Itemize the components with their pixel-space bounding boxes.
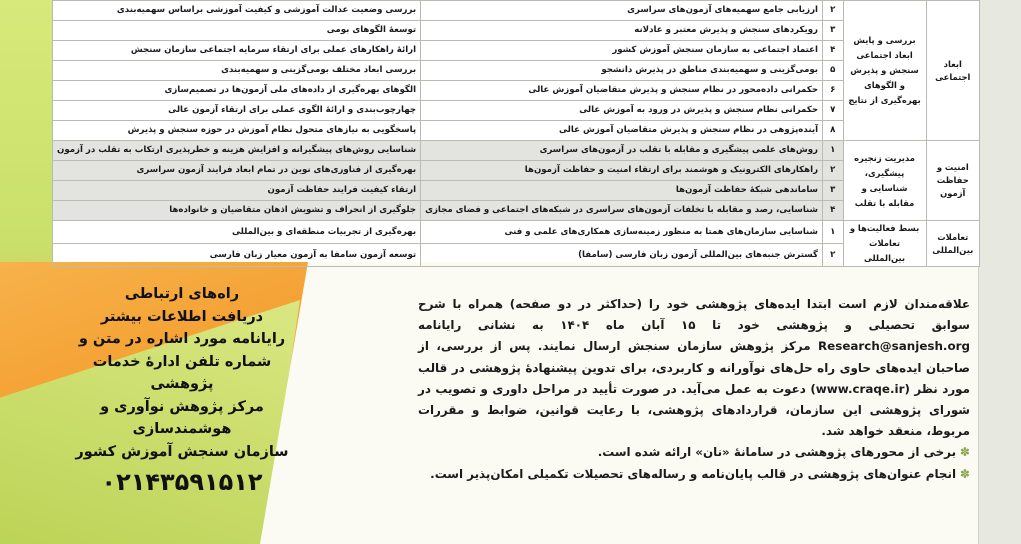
row-number: ۸	[823, 121, 844, 141]
contact-line: دریافت اطلاعات بیشتر	[100, 308, 264, 325]
bullet-item	[418, 464, 970, 485]
row-number: ۴	[823, 201, 844, 221]
row-number: ۱	[823, 221, 844, 244]
issue-cell: بهره‌گیری از تجربیات منطقه‌ای و بین‌المللی	[53, 221, 421, 244]
table-row	[53, 201, 980, 221]
snowflake-icon: ✽	[960, 466, 970, 481]
issue-cell: توسعهٔ الگوهای بومی	[53, 21, 421, 41]
contact-line: مرکز پژوهش نوآوری و هوشمندسازی	[100, 398, 264, 437]
row-number: ۲	[823, 244, 844, 267]
contact-line: شماره تلفن ادارهٔ خدمات پژوهشی	[92, 353, 272, 392]
row-number: ۳	[823, 21, 844, 41]
table-row	[53, 181, 980, 201]
issue-cell: شناسایی روش‌های پیشگیرانه و افزایش هزینه و خطرپذیری ارتکاب به تقلب در آزمون	[53, 141, 421, 161]
issue-cell: بهره‌گیری از فناوری‌های نوین در تمام ابعاد فرایند آزمون سراسری	[53, 161, 421, 181]
research-topics-table	[52, 0, 980, 267]
table-row	[53, 61, 980, 81]
table-row	[53, 141, 980, 161]
table-row	[53, 21, 980, 41]
phone-number: ۰۲۱۴۳۵۹۱۵۱۲	[101, 468, 263, 496]
row-number: ۵	[823, 61, 844, 81]
contact-line: رایانامه مورد اشاره در متن و	[78, 331, 286, 347]
row-number: ۲	[823, 1, 844, 21]
bullet-text: انجام عنوان‌های پژوهشی در قالب پایان‌نامه و رساله‌های تحصیلات تکمیلی امکان‌پذیر است.	[430, 466, 957, 481]
snowflake-icon: ✽	[960, 445, 970, 460]
topic-cell: حکمرانی نظام سنجش و پذیرش در ورود به آموزش عالی	[421, 101, 823, 121]
row-number: ۷	[823, 101, 844, 121]
issue-cell: ارائهٔ راهکارهای عملی برای ارتقاء سرمایه اجتماعی سازمان سنجش	[53, 41, 421, 61]
issue-cell: چهارچوب‌بندی و ارائهٔ الگوی عملی برای ارتقاء آزمون عالی	[53, 101, 421, 121]
topic-cell: شناسایی سازمان‌های همتا به منظور زمینه‌سازی همکاری‌های علمی و فنی	[421, 221, 823, 244]
topic-cell: بومی‌گزینی و سهمیه‌بندی مناطق در پذیرش دانشجو	[421, 61, 823, 81]
right-margin-strip	[978, 0, 1021, 544]
topic-cell: ارزیابی جامع سهمیه‌های آزمون‌های سراسری	[421, 1, 823, 21]
issue-cell: الگوهای بهره‌گیری از داده‌های ملی آزمون‌ها در تصمیم‌سازی	[53, 81, 421, 101]
bullet-text: برخی از محورهای پژوهشی در سامانهٔ «نان» ارائه شده است.	[597, 445, 957, 460]
topic-cell: رویکردهای سنجش و پذیرش معتبر و عادلانه	[421, 21, 823, 41]
subcategory-cell: بررسی و پایش ابعاد اجتماعی سنجش و پذیرش و الگوهای بهره‌گیری از نتایج	[843, 1, 926, 141]
contact-box	[62, 283, 302, 497]
topic-cell: روش‌های علمی پیشگیری و مقابله با تقلب در آزمون‌های سراسری	[421, 141, 823, 161]
topic-cell: شناسایی، رصد و مقابله با تخلفات آزمون‌های سراسری در شبکه‌های اجتماعی و فضای مجازی	[421, 201, 823, 221]
subcategory-cell: مدیریت زنجیره پیشگیری، شناسایی و مقابله با تقلب	[843, 141, 926, 221]
issue-cell: پاسخگویی به نیازهای متحول نظام آموزش در حوزه سنجش و پذیرش	[53, 121, 421, 141]
topic-cell: گسترش جنبه‌های بین‌المللی آزمون زبان فارسی (سامفا)	[421, 244, 823, 267]
contact-heading: راه‌های ارتباطی	[124, 286, 240, 302]
row-number: ۴	[823, 41, 844, 61]
topic-cell: راهکارهای الکترونیک و هوشمند برای ارتقاء امنیت و حفاظت آزمون‌ها	[421, 161, 823, 181]
row-number: ۳	[823, 181, 844, 201]
topic-cell: حکمرانی داده‌محور در نظام سنجش و پذیرش متقاضیان آموزش عالی	[421, 81, 823, 101]
announcement-paragraph: علاقه‌مندان لازم است ابتدا ایده‌های پژوهشی خود را (حداکثر در دو صفحه) همراه با شرح سوابق تحصیلی و پژوهشی خود تا ۱۵ آبان ماه ۱۴۰۴ به نشانی رایانامه Research@sanjesh.org مرکز پژوهش سازمان سنجش ارسال نمایند. پس از بررسی، از صاحبان ایده‌های حاوی راه حل‌های نوآورانه و کاربردی، برای تدوین پیشنهادهٔ پژوهشی در قالب مورد نظر (www.craqe.ir) دعوت به عمل می‌آید. در صورت تأیید در مراحل داوری و تصویب در شورای پژوهشی این سازمان، قراردادهای پژوهشی، با رعایت قوانین، ضوابط و مقررات مربوط، منعقد خواهد شد.	[418, 297, 970, 439]
category-cell: امنیت و حفاظت آزمون	[926, 141, 979, 221]
table-row	[53, 1, 980, 21]
issue-cell: بررسی وضعیت عدالت آموزشی و کیفیت آموزشی براساس سهمیه‌بندی	[53, 1, 421, 21]
topic-cell: ساماندهی شبکهٔ حفاظت آزمون‌ها	[421, 181, 823, 201]
table-row	[53, 81, 980, 101]
table-row	[53, 221, 980, 244]
announcement-text	[418, 294, 970, 485]
table-row	[53, 41, 980, 61]
issue-cell: ارتقاء کیفیت فرایند حفاظت آزمون	[53, 181, 421, 201]
category-cell: تعاملات بین‌المللی	[926, 221, 979, 267]
table-row	[53, 161, 980, 181]
subcategory-cell: بسط فعالیت‌ها و تعاملات بین‌المللی	[843, 221, 926, 267]
table-row	[53, 244, 980, 267]
row-number: ۱	[823, 141, 844, 161]
row-number: ۶	[823, 81, 844, 101]
bullet-item	[418, 442, 970, 463]
contact-line: سازمان سنجش آموزش کشور	[75, 443, 289, 460]
issue-cell: توسعه آزمون سامفا به آزمون معیار زبان فارسی	[53, 244, 421, 267]
topic-cell: اعتماد اجتماعی به سازمان سنجش آموزش کشور	[421, 41, 823, 61]
issue-cell: جلوگیری از انحراف و تشویش اذهان متقاضیان و خانواده‌ها	[53, 201, 421, 221]
table-row	[53, 101, 980, 121]
category-cell: ابعاد اجتماعی	[926, 1, 979, 141]
topic-cell: آینده‌پژوهی در نظام سنجش و پذیرش متقاضیان آموزش عالی	[421, 121, 823, 141]
research-topics-table-wrap	[52, 0, 980, 262]
row-number: ۲	[823, 161, 844, 181]
issue-cell: بررسی ابعاد مختلف بومی‌گزینی و سهمیه‌بندی	[53, 61, 421, 81]
table-row	[53, 121, 980, 141]
